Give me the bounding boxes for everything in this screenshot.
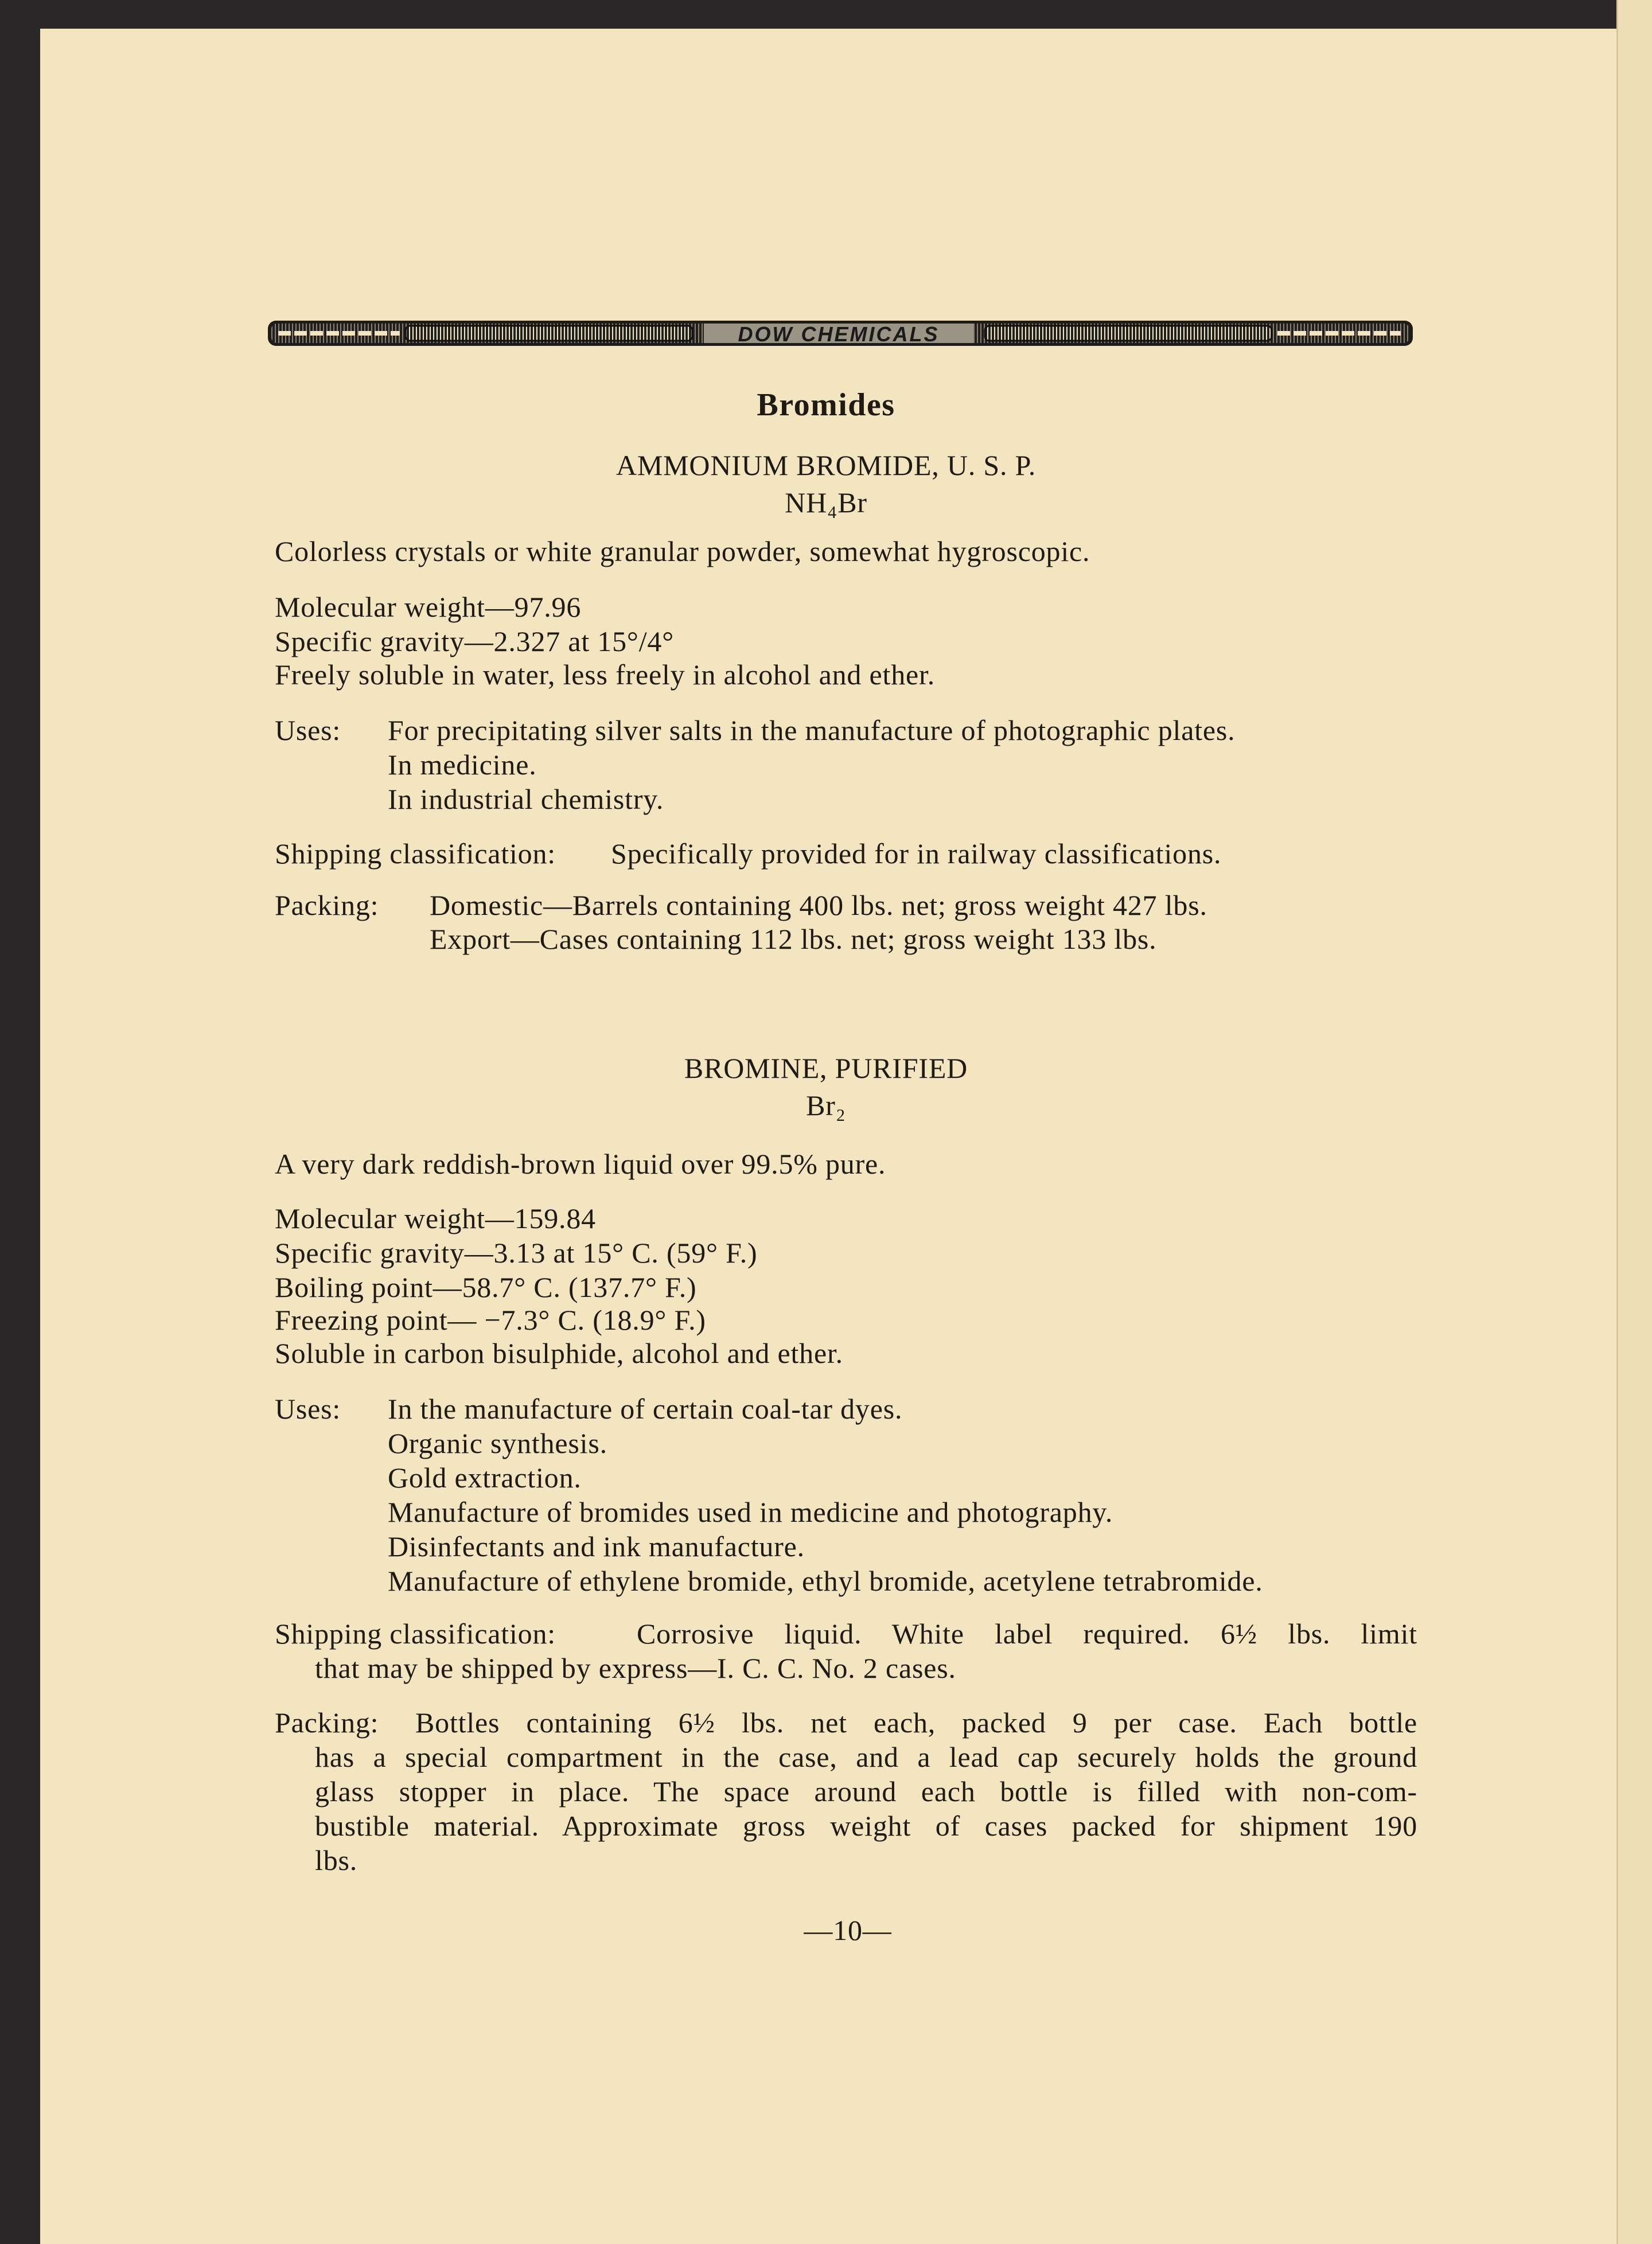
- shipping-text: Specifically provided for in railway classifications.: [611, 837, 1222, 870]
- use-item: In the manufacture of certain coal-tar dyes.: [388, 1393, 903, 1425]
- packing-line: glass stopper in place. The space around each bottle is filled with non-com-: [315, 1775, 1417, 1807]
- uses-label: Uses:: [275, 1393, 341, 1425]
- use-item: Manufacture of ethylene bromide, ethyl bromide, acetylene tetrabromide.: [388, 1565, 1263, 1597]
- shipping-label: Shipping classification:: [275, 837, 556, 870]
- packing-line: Export—Cases containing 112 lbs. net; gross weight 133 lbs.: [430, 923, 1157, 955]
- shipping-label: Shipping classification:: [275, 1618, 556, 1650]
- product-name: BROMINE, PURIFIED: [684, 1052, 968, 1084]
- packing-line: has a special compartment in the case, and a lead cap securely holds the ground: [315, 1741, 1417, 1773]
- section-title: Bromides: [757, 387, 895, 423]
- product-description: A very dark reddish-brown liquid over 99.5% pure.: [275, 1148, 886, 1180]
- product-name: AMMONIUM BROMIDE, U. S. P.: [615, 449, 1036, 481]
- uses-label: Uses:: [275, 714, 341, 746]
- product-formula: Br₂: [806, 1089, 846, 1121]
- use-item: Organic synthesis.: [388, 1427, 607, 1459]
- product-description: Colorless crystals or white granular powder, somewhat hygroscopic.: [275, 535, 1090, 567]
- use-item: Manufacture of bromides used in medicine and photography.: [388, 1496, 1113, 1528]
- packing-line: Domestic—Barrels containing 400 lbs. net; gross weight 427 lbs.: [430, 889, 1207, 921]
- property-line: Freely soluble in water, less freely in alcohol and ether.: [275, 659, 935, 691]
- property-line: Soluble in carbon bisulphide, alcohol and ether.: [275, 1337, 843, 1369]
- book-page: [40, 29, 1623, 2244]
- product-formula: NH₄Br: [785, 486, 867, 519]
- use-item: Gold extraction.: [388, 1462, 582, 1494]
- use-item: In industrial chemistry.: [388, 783, 664, 815]
- shipping-text: that may be shipped by express—I. C. C. No. 2 cases.: [315, 1652, 956, 1684]
- property-line: Molecular weight—159.84: [275, 1202, 596, 1234]
- packing-line: bustible material. Approximate gross weight of cases packed for shipment 190: [315, 1810, 1417, 1842]
- shipping-text: Corrosive liquid. White label required. 6½ lbs. limit: [637, 1618, 1417, 1650]
- banner-logo-text: DOW CHEMICALS: [738, 322, 940, 346]
- use-item: Disinfectants and ink manufacture.: [388, 1530, 805, 1563]
- packing-label: Packing:: [275, 889, 379, 921]
- packing-line: Bottles containing 6½ lbs. net each, packed 9 per case. Each bottle: [415, 1707, 1417, 1739]
- use-item: In medicine.: [388, 749, 537, 781]
- packing-line: lbs.: [315, 1844, 358, 1876]
- property-line: Specific gravity—2.327 at 15°/4°: [275, 625, 675, 657]
- page-number: —10—: [804, 1914, 892, 1946]
- property-line: Specific gravity—3.13 at 15° C. (59° F.): [275, 1237, 758, 1269]
- dow-chemicals-banner: [268, 319, 1413, 348]
- property-line: Freezing point— −7.3° C. (18.9° F.): [275, 1304, 706, 1336]
- property-line: Boiling point—58.7° C. (137.7° F.): [275, 1271, 697, 1303]
- property-line: Molecular weight—97.96: [275, 591, 582, 623]
- packing-label: Packing:: [275, 1707, 379, 1739]
- use-item: For precipitating silver salts in the manufacture of photographic plates.: [388, 714, 1236, 746]
